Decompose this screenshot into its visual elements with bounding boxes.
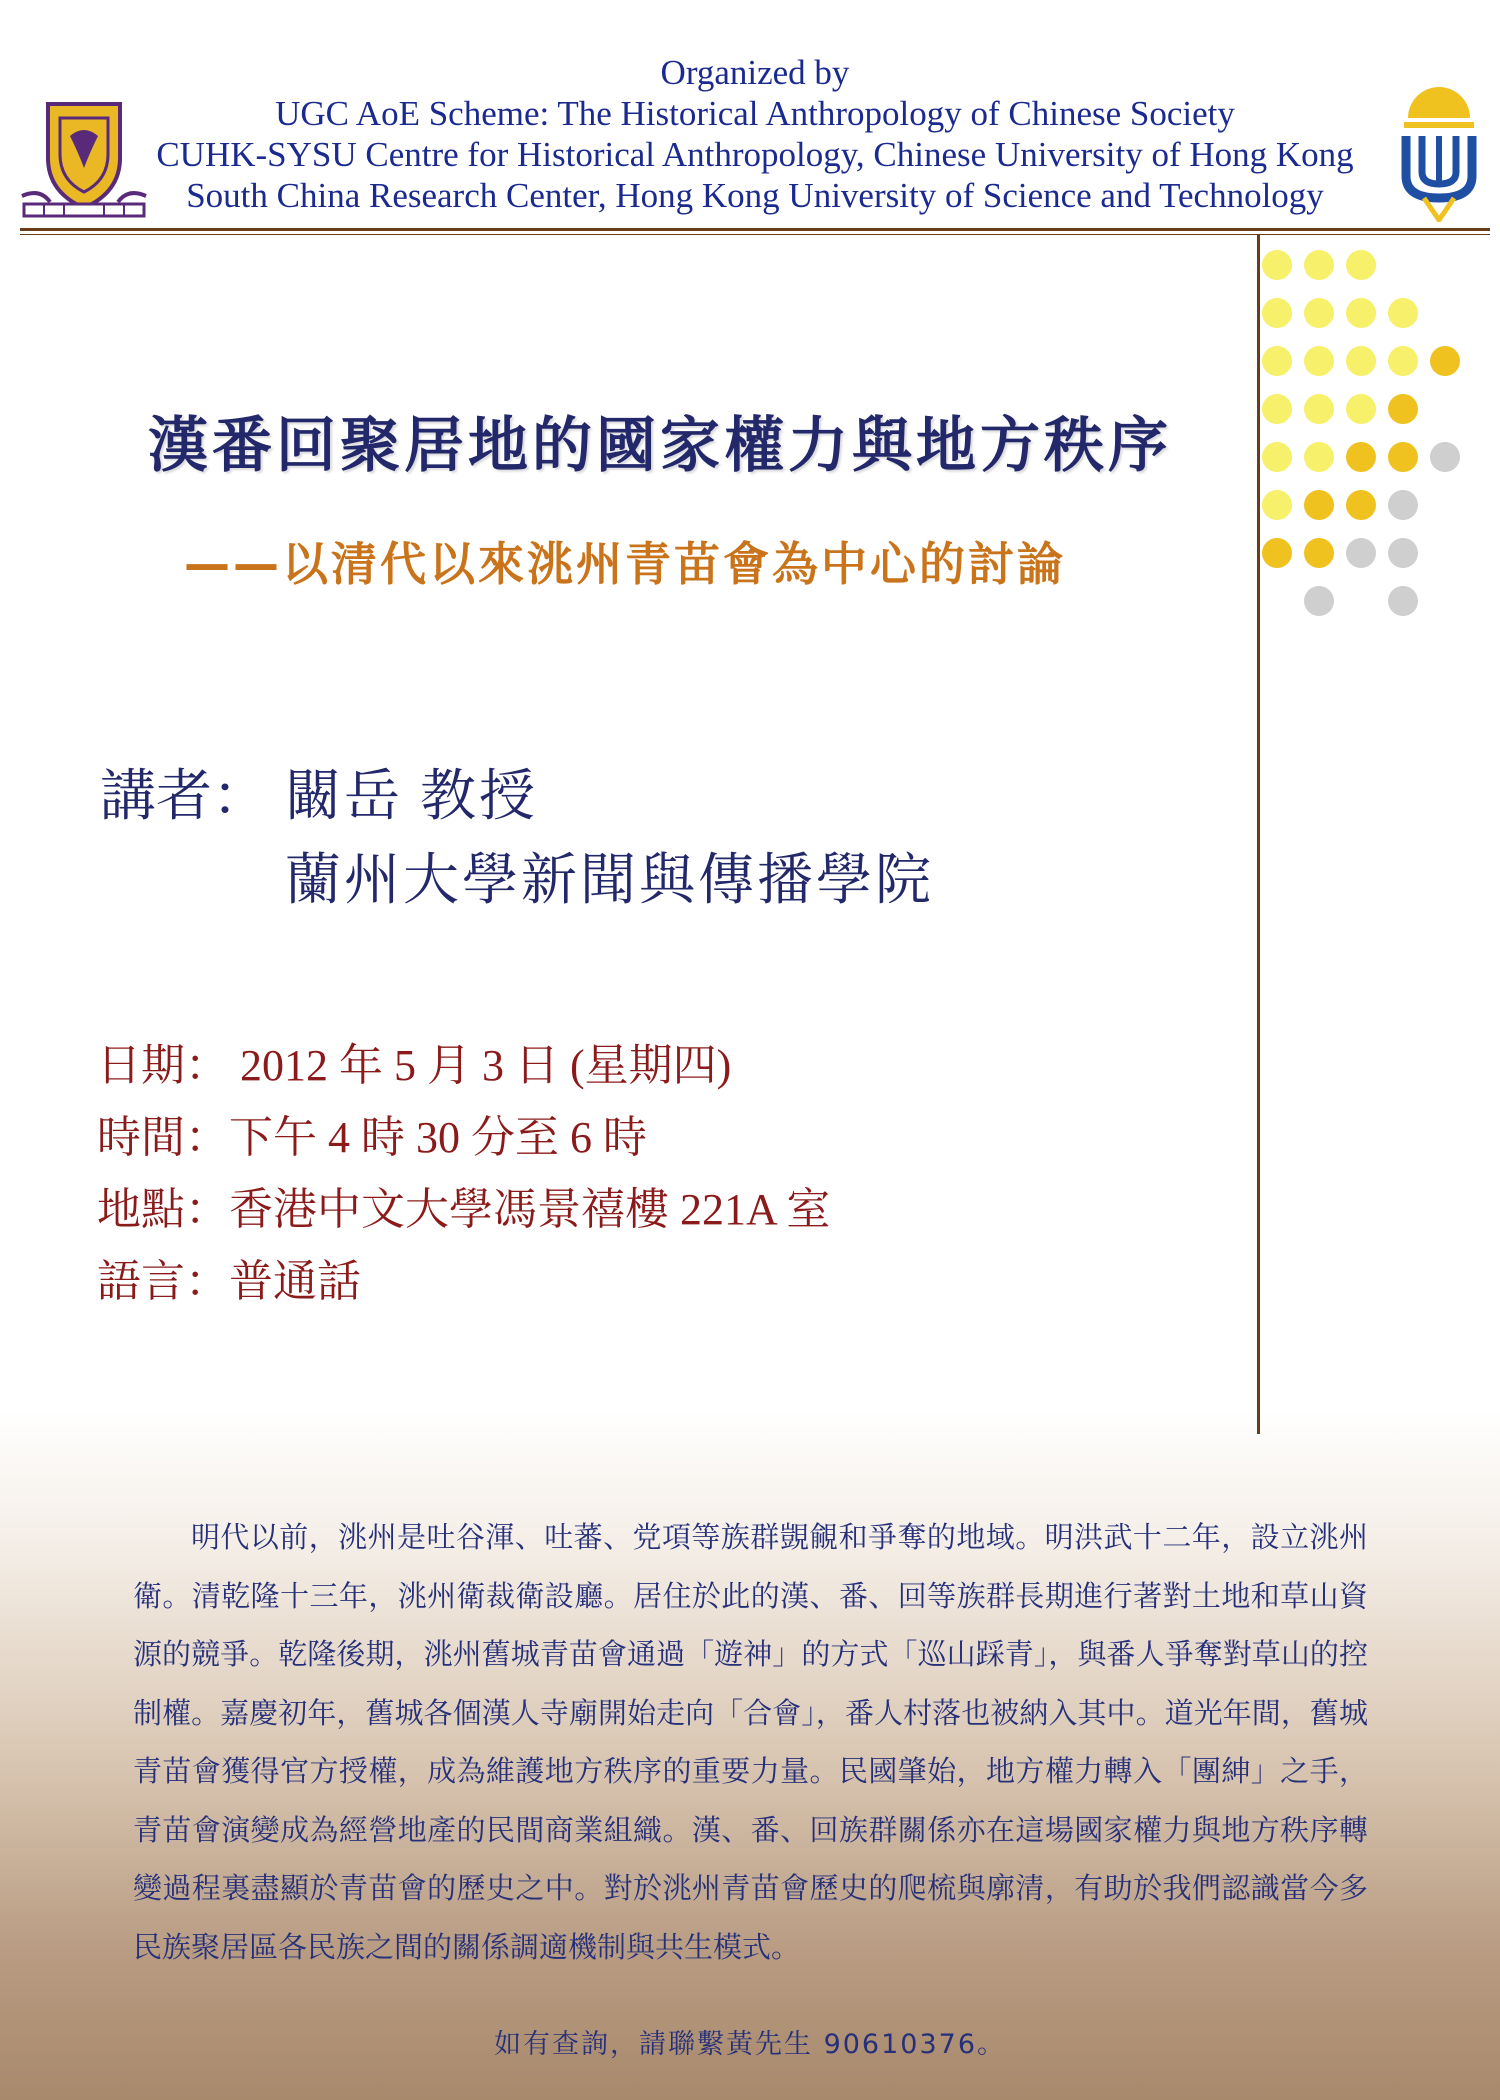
dot	[1388, 586, 1418, 616]
dot	[1304, 490, 1334, 520]
dot	[1346, 538, 1376, 568]
dot	[1388, 490, 1418, 520]
dot	[1262, 490, 1292, 520]
hkust-logo	[1398, 80, 1480, 222]
cuhk-crest-logo	[20, 96, 148, 220]
dot	[1262, 538, 1292, 568]
dot	[1262, 298, 1292, 328]
event-date: 日期： 2012 年 5 月 3 日 (星期四)	[97, 1041, 732, 1090]
dot	[1388, 442, 1418, 472]
dot	[1346, 394, 1376, 424]
dot	[1346, 298, 1376, 328]
organized-by-label: Organized by	[660, 53, 850, 92]
decorative-dot-grid	[1262, 250, 1462, 630]
speaker-affiliation: 蘭州大學新聞與傳播學院	[285, 850, 934, 912]
organizer-line-1: UGC AoE Scheme: The Historical Anthropology of Chinese Society	[275, 94, 1235, 133]
organizer-line-2: CUHK-SYSU Centre for Historical Anthropology, Chinese University of Hong Kong	[156, 135, 1354, 174]
speaker-label: 講者：	[100, 766, 268, 828]
dot	[1346, 490, 1376, 520]
header	[0, 0, 1500, 235]
dot	[1262, 250, 1292, 280]
event-time: 時間：下午 4 時 30 分至 6 時	[97, 1113, 647, 1162]
dot	[1304, 346, 1334, 376]
dot	[1304, 394, 1334, 424]
lecture-subtitle: ——以清代以來洮州青苗會為中心的討論	[184, 537, 1066, 591]
dot	[1388, 394, 1418, 424]
dot	[1388, 538, 1418, 568]
dot	[1304, 298, 1334, 328]
event-venue: 地點：香港中文大學馮景禧樓 221A 室	[97, 1185, 831, 1234]
lecture-title: 漢番回聚居地的國家權力與地方秩序	[148, 411, 1172, 481]
dot	[1262, 346, 1292, 376]
dot	[1304, 586, 1334, 616]
dot	[1346, 442, 1376, 472]
dot	[1388, 298, 1418, 328]
organizer-block	[150, 52, 1360, 216]
contact-info: 如有查詢，請聯繫黃先生 90610376。	[493, 2029, 1006, 2060]
speaker-name: 闞岳 教授	[285, 766, 538, 828]
event-details	[97, 1030, 830, 1318]
dot	[1262, 442, 1292, 472]
dot	[1304, 250, 1334, 280]
header-rule-thin	[20, 234, 1490, 235]
dot	[1388, 346, 1418, 376]
dot	[1346, 346, 1376, 376]
dot	[1262, 394, 1292, 424]
dot	[1346, 250, 1376, 280]
dot	[1304, 442, 1334, 472]
event-language: 語言：普通話	[97, 1257, 361, 1306]
dot	[1430, 346, 1460, 376]
dot	[1430, 442, 1460, 472]
vertical-rule	[1257, 234, 1260, 1434]
abstract-paragraph: 明代以前，洮州是吐谷渾、吐蕃、党項等族群覬覦和爭奪的地域。明洪武十二年，設立洮州衛。清乾隆十三年，洮州衛裁衛設廳。居住於此的漢、番、回等族群長期進行著對土地和草山資源的競爭。乾隆後期，洮州舊城青苗會通過「遊神」的方式「巡山踩青」，與番人爭奪對草山的控制權。嘉慶初年，舊城各個漢人寺廟開始走向「合會」，番人村落也被納入其中。道光年間，舊城青苗會獲得官方授權，成為維護地方秩序的重要力量。民國肇始，地方權力轉入「團紳」之手，青苗會演變成為經營地產的民間商業組織。漢、番、回族群關係亦在這場國家權力與地方秩序轉變過程裏盡顯於青苗會的歷史之中。對於洮州青苗會歷史的爬梳與廓清，有助於我們認識當今多民族聚居區各民族之間的關係調適機制與共生模式。	[133, 1520, 1368, 1964]
header-rule-thick	[20, 228, 1490, 231]
dot	[1304, 538, 1334, 568]
organizer-line-3: South China Research Center, Hong Kong University of Science and Technology	[186, 176, 1324, 215]
